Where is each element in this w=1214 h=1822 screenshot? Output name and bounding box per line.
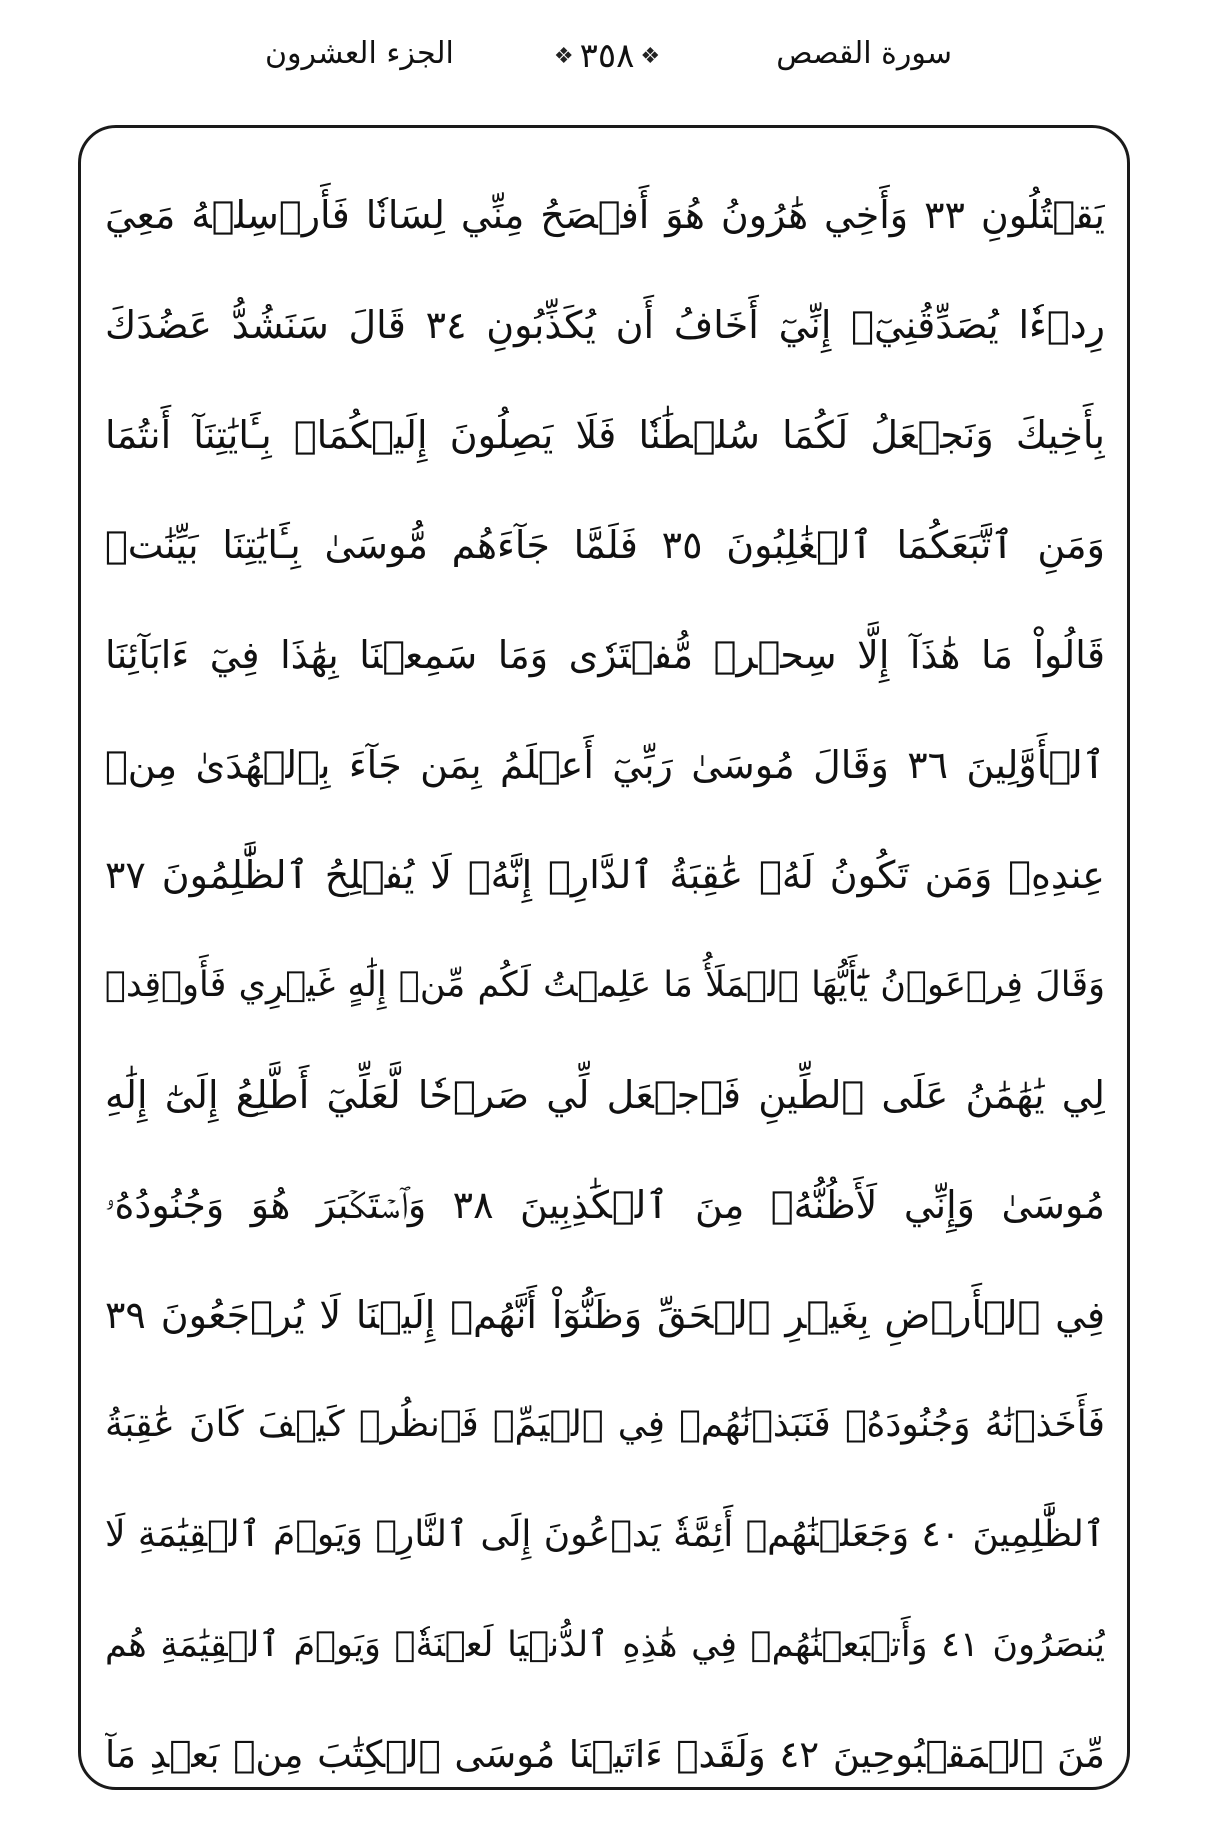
ornament-right-icon: ❖ [640,43,661,69]
text-line-1: يَقۡتُلُونِ ٣٣ وَأَخِي هَٰرُونُ هُوَ أَفۡصَحُ مِنِّي لِسَانٗا فَأَرۡسِلۡهُ مَعِيَ [105,193,1105,237]
text-line-9: لِي يَٰهَٰمَٰنُ عَلَى ٱلطِّينِ فَٱجۡعَل لِّي صَرۡحٗا لَّعَلِّيٓ أَطَّلِعُ إِلَىٰٓ إِلَٰهِ [105,1073,1105,1117]
text-line-4: وَمَنِ ٱتَّبَعَكُمَا ٱلۡغَٰلِبُونَ ٣٥ فَلَمَّا جَآءَهُم مُّوسَىٰ بِـَٔايَٰتِنَا بَيِّنَٰتٖ [105,523,1105,567]
surah-name: سورة القصص [776,36,952,71]
page-number-block [554,36,660,76]
text-line-15: مِّنَ ٱلۡمَقۡبُوحِينَ ٤٢ وَلَقَدۡ ءَاتَيۡنَا مُوسَى ٱلۡكِتَٰبَ مِنۢ بَعۡدِ مَآ [105,1733,1105,1776]
text-line-2: رِدۡءٗا يُصَدِّقُنِيٓۖ إِنِّيٓ أَخَافُ أَن يُكَذِّبُونِ ٣٤ قَالَ سَنَشُدُّ عَضُدَكَ [105,303,1105,347]
page-header [0,22,1214,92]
text-line-8: وَقَالَ فِرۡعَوۡنُ يَٰٓأَيُّهَا ٱلۡمَلَأُ مَا عَلِمۡتُ لَكُم مِّنۡ إِلَٰهٍ غَيۡرِي فَأَوۡقِدۡ [105,965,1105,1005]
juz-name: الجزء العشرون [265,36,454,71]
text-line-13: ٱلظَّٰلِمِينَ ٤٠ وَجَعَلۡنَٰهُمۡ أَئِمَّةٗ يَدۡعُونَ إِلَى ٱلنَّارِۖ وَيَوۡمَ ٱلۡقِيَٰمَةِ لَا [105,1514,1105,1555]
quran-text [105,152,1105,1810]
text-line-14: يُنصَرُونَ ٤١ وَأَتۡبَعۡنَٰهُمۡ فِي هَٰذِهِ ٱلدُّنۡيَا لَعۡنَةٗۖ وَيَوۡمَ ٱلۡقِيَٰمَةِ هُم [105,1625,1105,1665]
text-line-3: بِأَخِيكَ وَنَجۡعَلُ لَكُمَا سُلۡطَٰنٗا فَلَا يَصِلُونَ إِلَيۡكُمَاۚ بِـَٔايَٰتِنَآ أَنتُمَا [105,413,1105,457]
text-line-10: مُوسَىٰ وَإِنِّي لَأَظُنُّهُۥ مِنَ ٱلۡكَٰذِبِينَ ٣٨ وَٱسۡتَكۡبَرَ هُوَ وَجُنُودُهُۥ [105,1183,1105,1227]
ornament-left-icon: ❖ [553,43,574,69]
text-line-11: فِي ٱلۡأَرۡضِ بِغَيۡرِ ٱلۡحَقِّ وَظَنُّوٓاْ أَنَّهُمۡ إِلَيۡنَا لَا يُرۡجَعُونَ ٣٩ [105,1293,1105,1337]
page-number: ٣٥٨ [579,36,635,76]
text-line-5: قَالُواْ مَا هَٰذَآ إِلَّا سِحۡرٞ مُّفۡتَرٗى وَمَا سَمِعۡنَا بِهَٰذَا فِيٓ ءَابَآئِنَا [105,633,1105,677]
text-line-6: ٱلۡأَوَّلِينَ ٣٦ وَقَالَ مُوسَىٰ رَبِّيٓ أَعۡلَمُ بِمَن جَآءَ بِٱلۡهُدَىٰ مِنۡ [105,743,1105,787]
text-line-12: فَأَخَذۡنَٰهُ وَجُنُودَهُۥ فَنَبَذۡنَٰهُمۡ فِي ٱلۡيَمِّۖ فَٱنظُرۡ كَيۡفَ كَانَ عَٰقِبَةُ [105,1404,1105,1445]
text-line-7: عِندِهِۦ وَمَن تَكُونُ لَهُۥ عَٰقِبَةُ ٱلدَّارِۖ إِنَّهُۥ لَا يُفۡلِحُ ٱلظَّٰلِمُونَ ٣٧ [105,853,1105,897]
